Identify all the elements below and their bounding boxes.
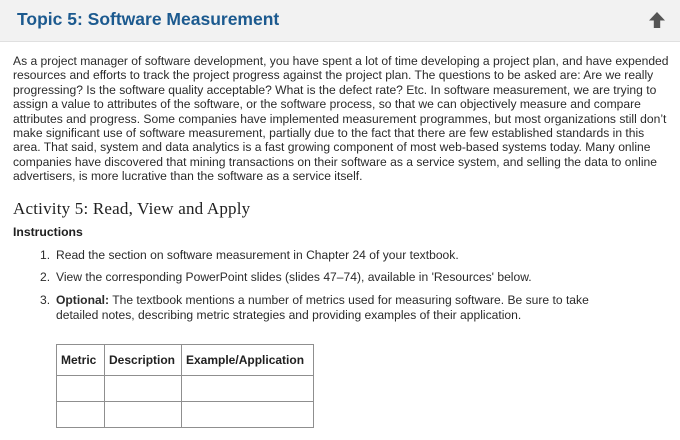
- table-row: [57, 402, 314, 428]
- instructions-heading: Instructions: [13, 225, 83, 239]
- step-number: 2.: [40, 270, 51, 284]
- table-row: [57, 376, 314, 402]
- column-header-example: Example/Application: [182, 345, 314, 376]
- table-cell[interactable]: [57, 376, 105, 402]
- topic-header: [0, 0, 680, 42]
- table-cell[interactable]: [105, 402, 182, 428]
- table-cell[interactable]: [182, 402, 314, 428]
- topic-title: Topic 5: Software Measurement: [17, 9, 280, 29]
- activity-title: Activity 5: Read, View and Apply: [13, 199, 251, 218]
- table-cell[interactable]: [182, 376, 314, 402]
- arrow-up-icon: [647, 10, 667, 30]
- step-text-container: [56, 293, 616, 322]
- step-number: 1.: [40, 248, 51, 262]
- column-header-metric: Metric: [57, 345, 105, 376]
- table-cell[interactable]: [57, 402, 105, 428]
- metrics-table: [56, 344, 314, 428]
- table-cell[interactable]: [105, 376, 182, 402]
- step-text: Read the section on software measurement in Chapter 24 of your textbook.: [56, 248, 459, 262]
- step-number: 3.: [40, 293, 51, 307]
- collapse-toggle-button[interactable]: [647, 10, 667, 30]
- optional-label: Optional:: [56, 293, 110, 307]
- intro-paragraph: As a project manager of software development, you have spent a lot of time developing a project plan, and have expended resources and efforts to track the project progress against the project plan. The questions to be asked are: Are we really progressing? Is the software quality acceptable? What is the defect rate? Etc. In software measurement, we are trying to assign a value to attributes of the software, or the software process, so that we can objectively measure and compare attributes and progress. Some companies have implemented measurement programmes, but most organizations still don’t make significant use of software measurement, partially due to the fact that there are few established standards in this area. That said, system and data analytics is a fast growing component of most web-based systems today. Many online companies have discovered that mining transactions on their software as a service system, and selling the data to online advertisers, is more lucrative than the software as a service itself.: [13, 54, 669, 184]
- step-text: The textbook mentions a number of metrics used for measuring software. Be sure to take detailed notes, describing metric strategies and providing examples of their application.: [56, 293, 589, 322]
- step-text: View the corresponding PowerPoint slides (slides 47–74), available in 'Resources' below.: [56, 270, 532, 284]
- column-header-description: Description: [105, 345, 182, 376]
- table-header-row: [57, 345, 314, 376]
